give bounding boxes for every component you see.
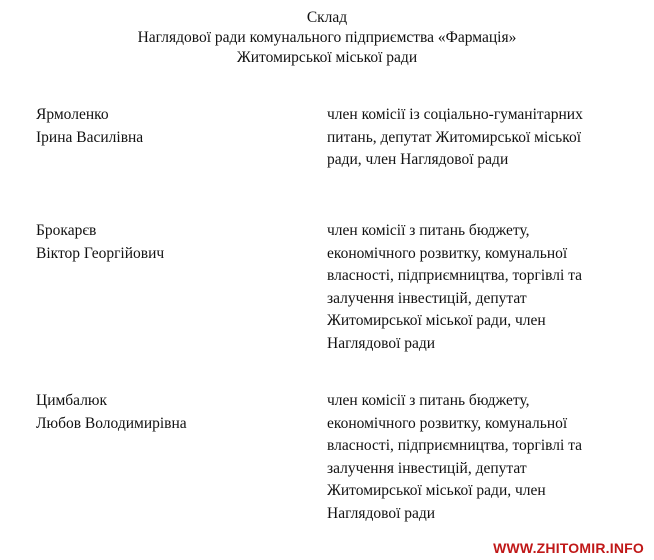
member-2-given-name: Віктор Георгійович [36,244,165,262]
member-2-role-line: Наглядової ради [327,334,436,352]
member-2-role-line: член комісії з питань бюджету, [327,222,530,239]
member-3-surname: Цимбалюк [36,392,108,409]
member-1-role-line: питань, депутат Житомирської міської [327,128,581,146]
member-1-name [36,104,306,149]
title-line-1: Склад [306,9,348,26]
member-2-role-line: економічного розвитку, комунальної [327,244,568,262]
member-2-role [327,220,647,355]
member-3-role-line: залучення інвестицій, депутат [327,459,527,477]
member-1-role-line: ради, член Наглядової ради [327,151,509,168]
member-1-given-name: Ірина Василівна [36,128,144,146]
member-3-given-name: Любов Володимирівна [36,414,187,432]
member-3-role-line: Наглядової ради [327,504,436,522]
title-line-2: Наглядової ради комунального підприємства «Фармація» [137,29,517,46]
member-3-role-line: власності, підприємництва, торгівлі та [327,437,583,454]
member-1-role-line: член комісії із соціально-гуманітарних [327,106,583,123]
member-2-role-line: Житомирської міської ради, член [327,312,546,329]
member-3-role-line: економічного розвитку, комунальної [327,414,568,432]
title-line-3: Житомирської міської ради [236,49,418,66]
member-3-role [327,390,647,525]
member-2-role-line: власності, підприємництва, торгівлі та [327,267,583,284]
site-watermark: WWW.ZHITOMIR.INFO [493,540,644,556]
member-3-name [36,390,306,435]
document-title [0,8,654,68]
member-1-role [327,104,647,172]
member-2-role-line: залучення інвестицій, депутат [327,289,527,307]
member-2-name [36,220,306,265]
member-3-role-line: Житомирської міської ради, член [327,482,546,499]
member-3-role-line: член комісії з питань бюджету, [327,392,530,409]
member-1-surname: Ярмоленко [36,106,109,123]
member-2-surname: Брокарєв [36,222,97,239]
